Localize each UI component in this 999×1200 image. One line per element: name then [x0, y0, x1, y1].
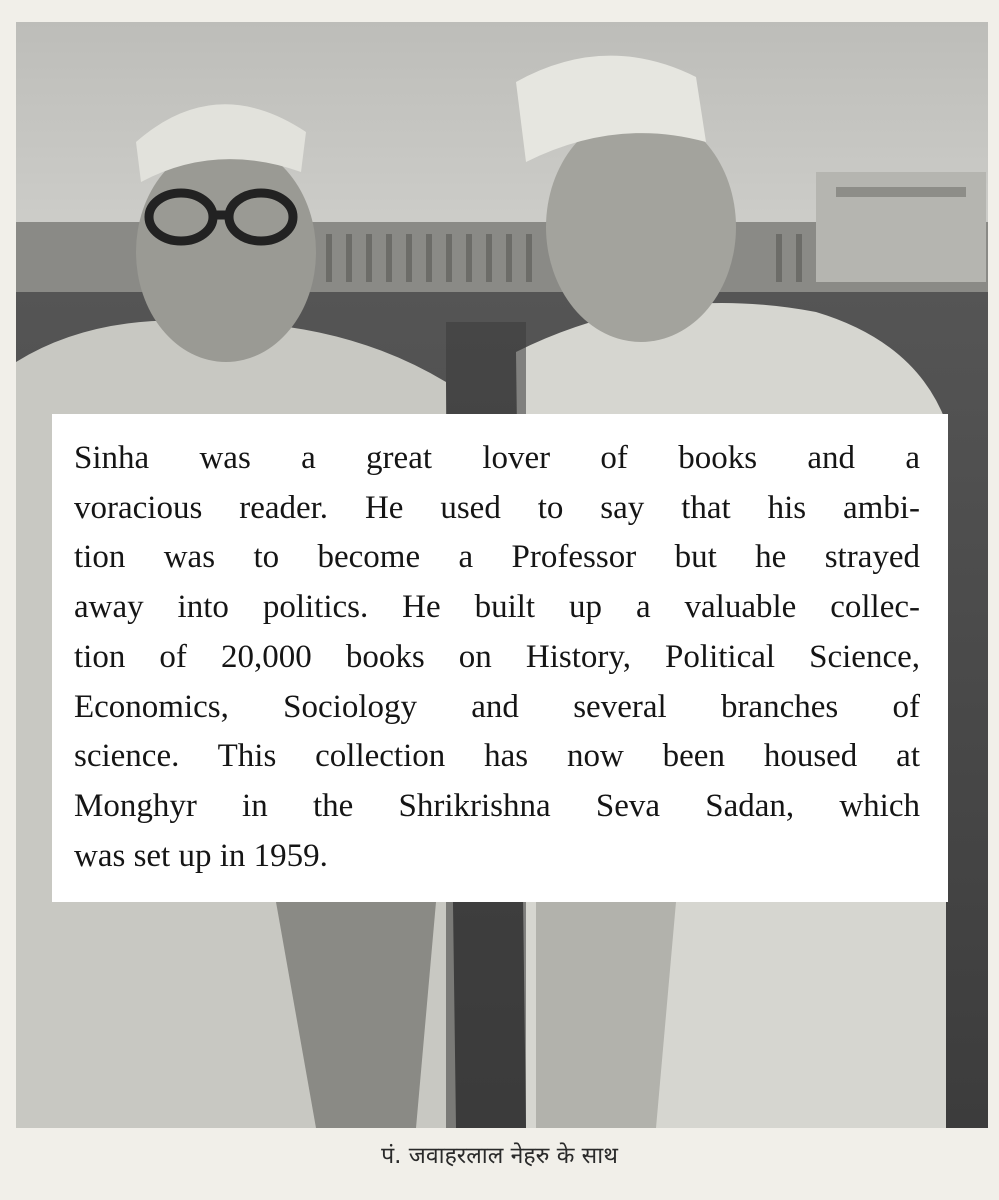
text-line: science. This collection has now been housed at — [74, 738, 920, 775]
photo-caption: पं. जवाहरलाल नेहरु के साथ — [381, 1143, 618, 1169]
text-line: was set up in 1959. — [74, 837, 328, 874]
quote-paragraph — [74, 434, 920, 881]
text-line: Monghyr in the Shrikrishna Seva Sadan, which — [74, 787, 920, 824]
text-line: voracious reader. He used to say that his ambi- — [74, 489, 920, 526]
text-line: tion was to become a Professor but he strayed — [74, 539, 920, 576]
text-overlay-box — [52, 414, 948, 902]
text-line: away into politics. He built up a valuable collec- — [74, 589, 920, 626]
text-line: Economics, Sociology and several branches of — [74, 688, 920, 725]
text-line: Sinha was a great lover of books and a — [74, 440, 920, 476]
text-line: tion of 20,000 books on History, Political Science, — [74, 638, 920, 675]
